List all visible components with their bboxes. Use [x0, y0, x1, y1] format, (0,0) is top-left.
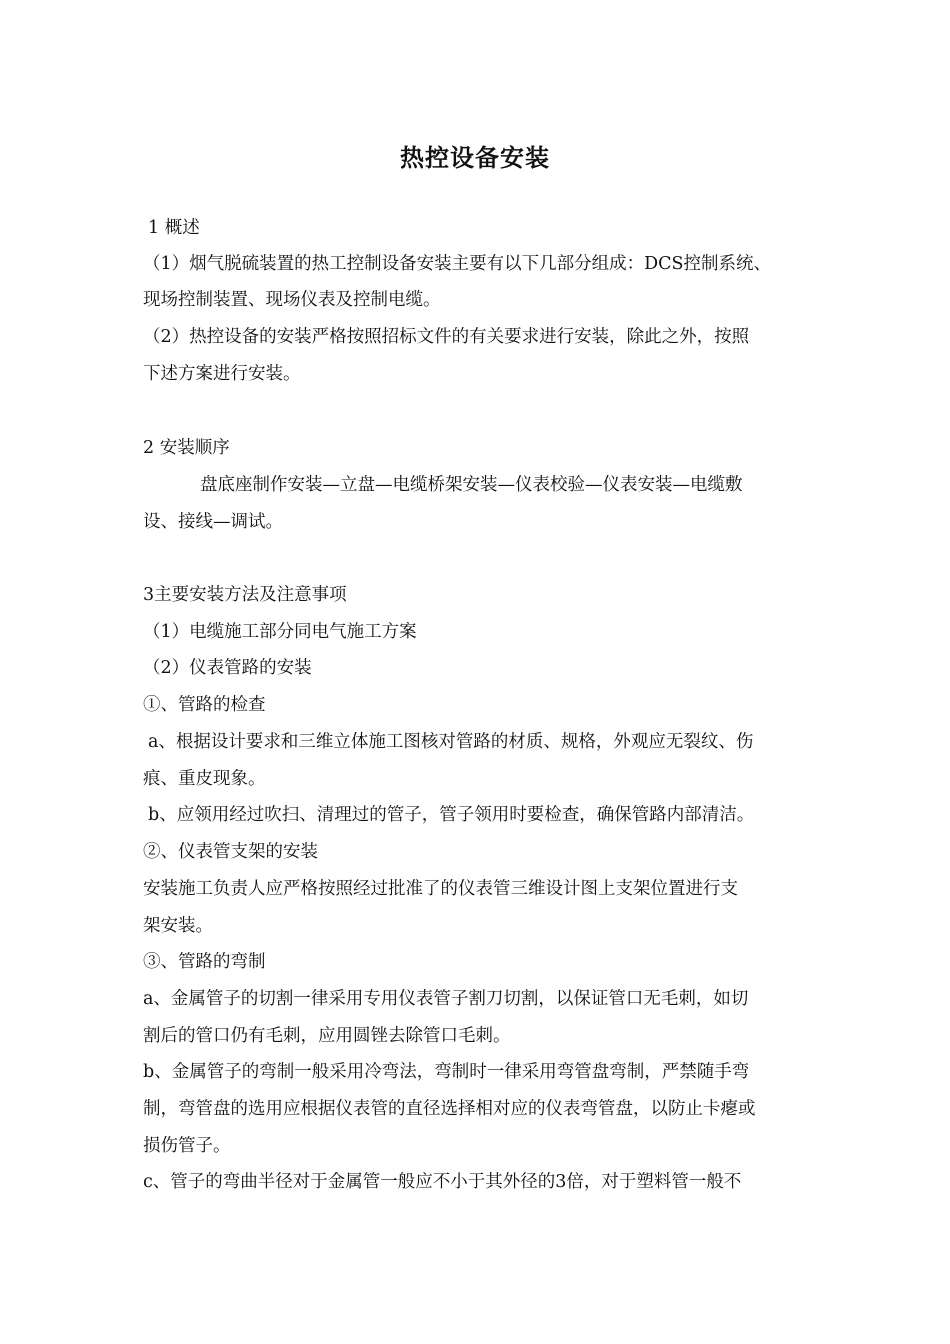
paragraph-line: 架安装。 [143, 916, 213, 936]
paragraph-line: 现场控制装置、现场仪表及控制电缆。 [143, 290, 441, 310]
paragraph-line: 盘底座制作安装—立盘—电缆桥架安装—仪表校验—仪表安装—电缆敷 [200, 475, 743, 495]
paragraph-line: c、管子的弯曲半径对于金属管一般应不小于其外径的3倍，对于塑料管一般不 [143, 1172, 742, 1192]
paragraph-line: 设、接线—调试。 [143, 512, 283, 532]
paragraph-line: 痕、重皮现象。 [143, 769, 266, 789]
subheading-line: ③、管路的弯制 [143, 952, 266, 972]
paragraph-line: （2）热控设备的安装严格按照招标文件的有关要求进行安装，除此之外，按照 [143, 327, 750, 347]
page-title: 热控设备安装 [400, 144, 550, 172]
section-heading-methods: 3主要安装方法及注意事项 [143, 585, 347, 605]
paragraph-line: 下述方案进行安装。 [143, 364, 301, 384]
paragraph-line: （1）电缆施工部分同电气施工方案 [143, 622, 417, 642]
paragraph-line: 损伤管子。 [143, 1136, 231, 1156]
paragraph-line: （1）烟气脱硫装置的热工控制设备安装主要有以下几部分组成：DCS控制系统、 [143, 254, 772, 274]
paragraph-line: 割后的管口仍有毛刺，应用圆锉去除管口毛刺。 [143, 1026, 511, 1046]
subheading-line: ②、仪表管支架的安装 [143, 842, 318, 862]
paragraph-line: 安装施工负责人应严格按照经过批准了的仪表管三维设计图上支架位置进行支 [143, 879, 738, 899]
paragraph-line: b、金属管子的弯制一般采用冷弯法，弯制时一律采用弯管盘弯制，严禁随手弯 [143, 1062, 750, 1082]
section-heading-overview: 1 概述 [148, 218, 200, 238]
paragraph-line: a、根据设计要求和三维立体施工图核对管路的材质、规格，外观应无裂纹、伤 [148, 732, 754, 752]
paragraph-line: 制，弯管盘的选用应根据仪表管的直径选择相对应的仪表弯管盘，以防止卡瘪或 [143, 1099, 756, 1119]
subheading-line: ①、管路的检查 [143, 695, 266, 715]
paragraph-line: b、应领用经过吹扫、清理过的管子，管子领用时要检查，确保管路内部清洁。 [148, 805, 755, 825]
section-heading-sequence: 2 安装顺序 [143, 438, 230, 458]
paragraph-line: （2）仪表管路的安装 [143, 658, 312, 678]
paragraph-line: a、金属管子的切割一律采用专用仪表管子割刀切割，以保证管口无毛刺，如切 [143, 989, 749, 1009]
